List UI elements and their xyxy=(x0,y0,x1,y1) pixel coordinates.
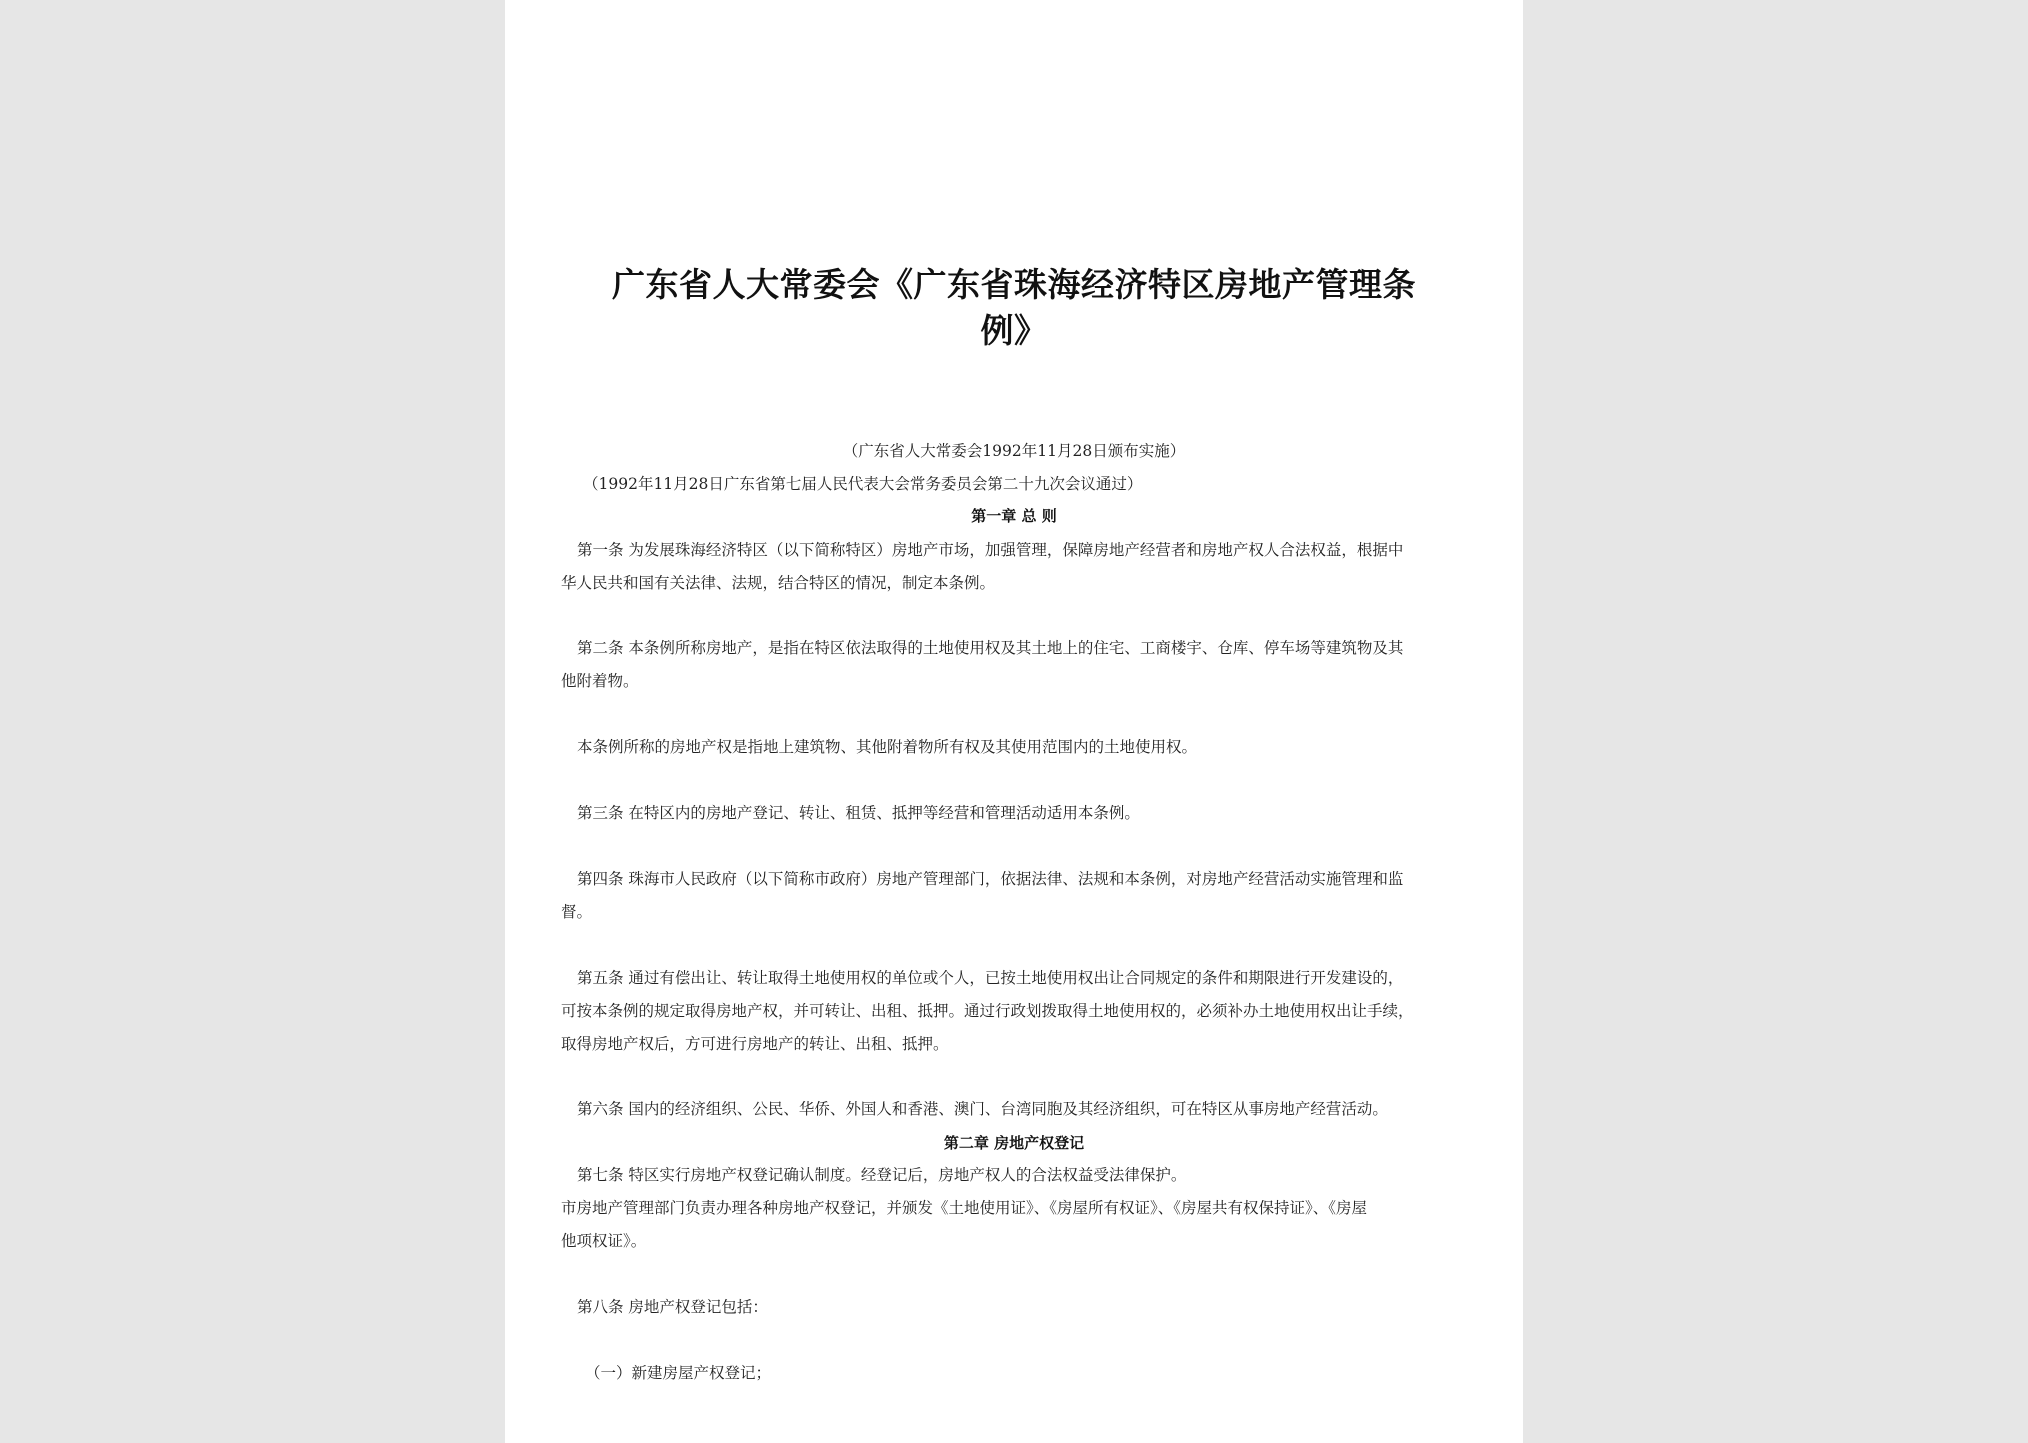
chapter-1-heading: 第一章 总 则 xyxy=(971,507,1057,525)
title-line-2: 例》 xyxy=(980,311,1048,350)
article-7: 第七条 特区实行房地产权登记确认制度。经登记后，房地产权人的合法权益受法律保护。 xyxy=(577,1166,1187,1184)
article-1-line-1: 第一条 为发展珠海经济特区（以下简称特区）房地产市场，加强管理，保障房地产经营者和房地产权人合法权益，根据中 xyxy=(577,541,1404,559)
article-6: 第六条 国内的经济组织、公民、华侨、外国人和香港、澳门、台湾同胞及其经济组织，可在特区从事房地产经营活动。 xyxy=(577,1100,1388,1118)
title-line-1: 广东省人大常委会《广东省珠海经济特区房地产管理条 xyxy=(612,265,1416,304)
article-1-line-2: 华人民共和国有关法律、法规，结合特区的情况，制定本条例。 xyxy=(561,574,996,592)
article-7-paragraph-2-line-2: 他项权证》。 xyxy=(561,1232,647,1250)
article-8-item-1: （一）新建房屋产权登记； xyxy=(585,1364,772,1382)
promulgation-note: （广东省人大常委会1992年11月28日颁布实施） xyxy=(842,442,1186,460)
article-2-line-2: 他附着物。 xyxy=(561,672,639,690)
article-2-paragraph-2: 本条例所称的房地产权是指地上建筑物、其他附着物所有权及其使用范围内的土地使用权。 xyxy=(577,738,1198,756)
article-4-line-1: 第四条 珠海市人民政府（以下简称市政府）房地产管理部门，依据法律、法规和本条例，对房地产经营活动实施管理和监 xyxy=(577,870,1404,888)
article-7-paragraph-2-line-1: 市房地产管理部门负责办理各种房地产权登记，并颁发《土地使用证》、《房屋所有权证》、《房屋共有权保持证》、《房屋 xyxy=(561,1199,1368,1217)
article-3: 第三条 在特区内的房地产登记、转让、租赁、抵押等经营和管理活动适用本条例。 xyxy=(577,804,1140,822)
article-5-line-1: 第五条 通过有偿出让、转让取得土地使用权的单位或个人，已按土地使用权出让合同规定的条件和期限进行开发建设的， xyxy=(577,969,1404,987)
article-5-line-3: 取得房地产权后，方可进行房地产的转让、出租、抵押。 xyxy=(561,1035,949,1053)
article-4-line-2: 督。 xyxy=(561,903,593,921)
article-5-line-2: 可按本条例的规定取得房地产权，并可转让、出租、抵押。通过行政划拨取得土地使用权的，必须补办土地使用权出让手续， xyxy=(561,1002,1414,1020)
article-8: 第八条 房地产权登记包括： xyxy=(577,1298,768,1316)
chapter-2-heading: 第二章 房地产权登记 xyxy=(943,1134,1085,1152)
document-title xyxy=(561,262,1467,354)
article-2-line-1: 第二条 本条例所称房地产，是指在特区依法取得的土地使用权及其土地上的住宅、工商楼宇、仓库、停车场等建筑物及其 xyxy=(577,639,1404,657)
adoption-note: （1992年11月28日广东省第七届人民代表大会常务委员会第二十九次会议通过） xyxy=(583,475,1143,493)
document-page xyxy=(505,0,1523,1443)
